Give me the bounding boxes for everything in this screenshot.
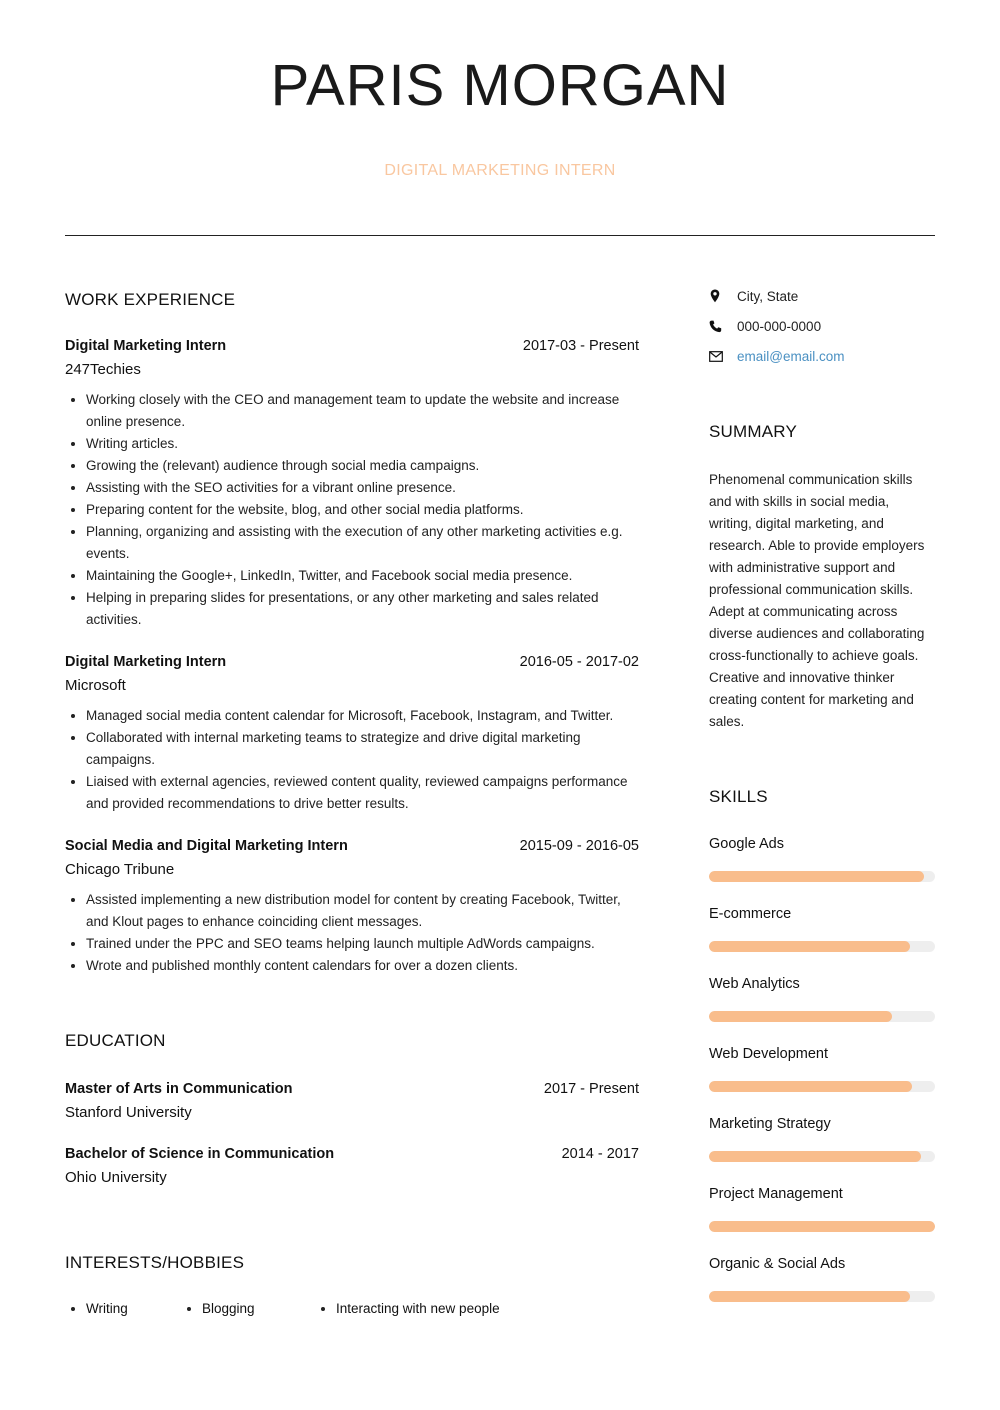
job-company: Chicago Tribune (65, 861, 175, 878)
interest-item: Blogging (181, 1298, 255, 1320)
education-date: 2017 - Present (543, 1081, 639, 1097)
skill-item (709, 1185, 935, 1232)
job-bullet: Planning, organizing and assisting with the execution of any other marketing activities e.g. events. (65, 521, 639, 565)
job-title: Digital Marketing Intern (65, 338, 227, 354)
section-title-work: WORK EXPERIENCE (65, 290, 236, 309)
education-section (65, 1031, 639, 1187)
job-title: Digital Marketing Intern (65, 654, 227, 670)
map-pin-icon (709, 289, 737, 303)
location-text: City, State (737, 288, 799, 304)
section-title-summary: SUMMARY (709, 422, 797, 441)
job-title: Social Media and Digital Marketing Intern (65, 838, 348, 854)
section-title-skills: SKILLS (709, 787, 768, 806)
interest-item: Interacting with new people (315, 1298, 500, 1320)
job-entry (65, 837, 639, 977)
job-entry (65, 653, 639, 815)
envelope-icon (709, 351, 737, 362)
skill-bar (709, 871, 935, 882)
candidate-name: PARIS MORGAN (270, 53, 730, 118)
skill-bar-fill (709, 1011, 892, 1022)
job-date: 2017-03 - Present (522, 338, 639, 354)
job-entry (65, 337, 639, 631)
skill-item (709, 905, 935, 952)
education-school: Ohio University (65, 1169, 167, 1186)
job-bullet: Trained under the PPC and SEO teams helping launch multiple AdWords campaigns. (65, 933, 639, 955)
job-bullet: Working closely with the CEO and management team to update the website and increase online presence. (65, 389, 639, 433)
job-bullet: Helping in preparing slides for presentations, or any other marketing and sales related activities. (65, 587, 639, 631)
job-bullet: Assisted implementing a new distribution model for content by creating Facebook, Twitter, and Klout pages to enhance coinciding client messages. (65, 889, 639, 933)
sidebar-column (709, 270, 935, 1302)
skill-name: Project Management (709, 1186, 843, 1202)
contact-email[interactable] (709, 341, 935, 371)
skill-bar-fill (709, 1151, 921, 1162)
skill-bar (709, 1011, 935, 1022)
skill-name: Google Ads (709, 836, 784, 852)
skill-bar-fill (709, 941, 910, 952)
skill-bar-fill (709, 1221, 935, 1232)
skill-bar (709, 1151, 935, 1162)
skill-name: Organic & Social Ads (709, 1256, 846, 1272)
phone-text: 000-000-0000 (737, 318, 822, 334)
skills-list (709, 835, 935, 1302)
job-date: 2016-05 - 2017-02 (519, 654, 639, 670)
skill-bar-fill (709, 1081, 912, 1092)
summary-section (709, 422, 935, 733)
contact-location (709, 281, 935, 311)
skill-item (709, 975, 935, 1022)
skill-bar (709, 941, 935, 952)
education-entry (65, 1080, 639, 1122)
interests-list (65, 1298, 639, 1320)
job-bullet: Preparing content for the website, blog, and other social media platforms. (65, 499, 639, 521)
summary-text: Phenomenal communication skills and with skills in social media, writing, digital marketing, and research. Able to provide employers with administrative support and professional communication skills. Adept at communicating across diverse audiences and collaborating cross-functionally to achieve goals. Creative and innovative thinker creating content for marketing and sales. (709, 472, 925, 729)
job-bullets (65, 705, 639, 815)
education-entry (65, 1145, 639, 1187)
job-bullet: Assisting with the SEO activities for a vibrant online presence. (65, 477, 639, 499)
education-date: 2014 - 2017 (561, 1146, 639, 1162)
skill-bar-fill (709, 1291, 910, 1302)
skill-item (709, 835, 935, 882)
interests-section (65, 1253, 639, 1320)
skill-bar (709, 1221, 935, 1232)
job-bullets (65, 389, 639, 631)
job-bullets (65, 889, 639, 977)
skill-name: Web Development (709, 1046, 829, 1062)
education-school: Stanford University (65, 1104, 192, 1121)
education-degree: Bachelor of Science in Communication (65, 1146, 335, 1162)
contact-section (709, 281, 935, 371)
job-bullet: Managed social media content calendar for Microsoft, Facebook, Instagram, and Twitter. (65, 705, 639, 727)
candidate-title: DIGITAL MARKETING INTERN (384, 162, 616, 179)
job-bullet: Maintaining the Google+, LinkedIn, Twitter, and Facebook social media presence. (65, 565, 639, 587)
email-link[interactable]: email@email.com (737, 348, 845, 364)
interest-item: Writing (65, 1298, 128, 1320)
skill-name: Marketing Strategy (709, 1116, 831, 1132)
skill-item (709, 1115, 935, 1162)
job-bullet: Collaborated with internal marketing teams to strategize and drive digital marketing campaigns. (65, 727, 639, 771)
job-bullet: Writing articles. (65, 433, 639, 455)
job-date: 2015-09 - 2016-05 (519, 838, 639, 854)
job-bullet: Growing the (relevant) audience through social media campaigns. (65, 455, 639, 477)
skills-section (709, 787, 935, 1302)
job-company: Microsoft (65, 677, 126, 694)
work-experience-section (65, 290, 639, 977)
skill-name: E-commerce (709, 906, 792, 922)
main-column (65, 270, 639, 1320)
header-divider (65, 235, 935, 236)
skill-bar (709, 1291, 935, 1302)
resume-header (0, 0, 1000, 236)
section-title-education: EDUCATION (65, 1031, 166, 1050)
job-company: 247Techies (65, 361, 141, 378)
skill-item (709, 1045, 935, 1092)
job-bullet: Liaised with external agencies, reviewed content quality, reviewed campaigns performance and provided recommendations to drive better results. (65, 771, 639, 815)
skill-bar-fill (709, 871, 924, 882)
skill-item (709, 1255, 935, 1302)
contact-phone (709, 311, 935, 341)
education-degree: Master of Arts in Communication (65, 1081, 293, 1097)
job-bullet: Wrote and published monthly content calendars for over a dozen clients. (65, 955, 639, 977)
phone-icon (709, 320, 737, 333)
skill-bar (709, 1081, 935, 1092)
section-title-interests: INTERESTS/HOBBIES (65, 1253, 245, 1272)
skill-name: Web Analytics (709, 976, 800, 992)
